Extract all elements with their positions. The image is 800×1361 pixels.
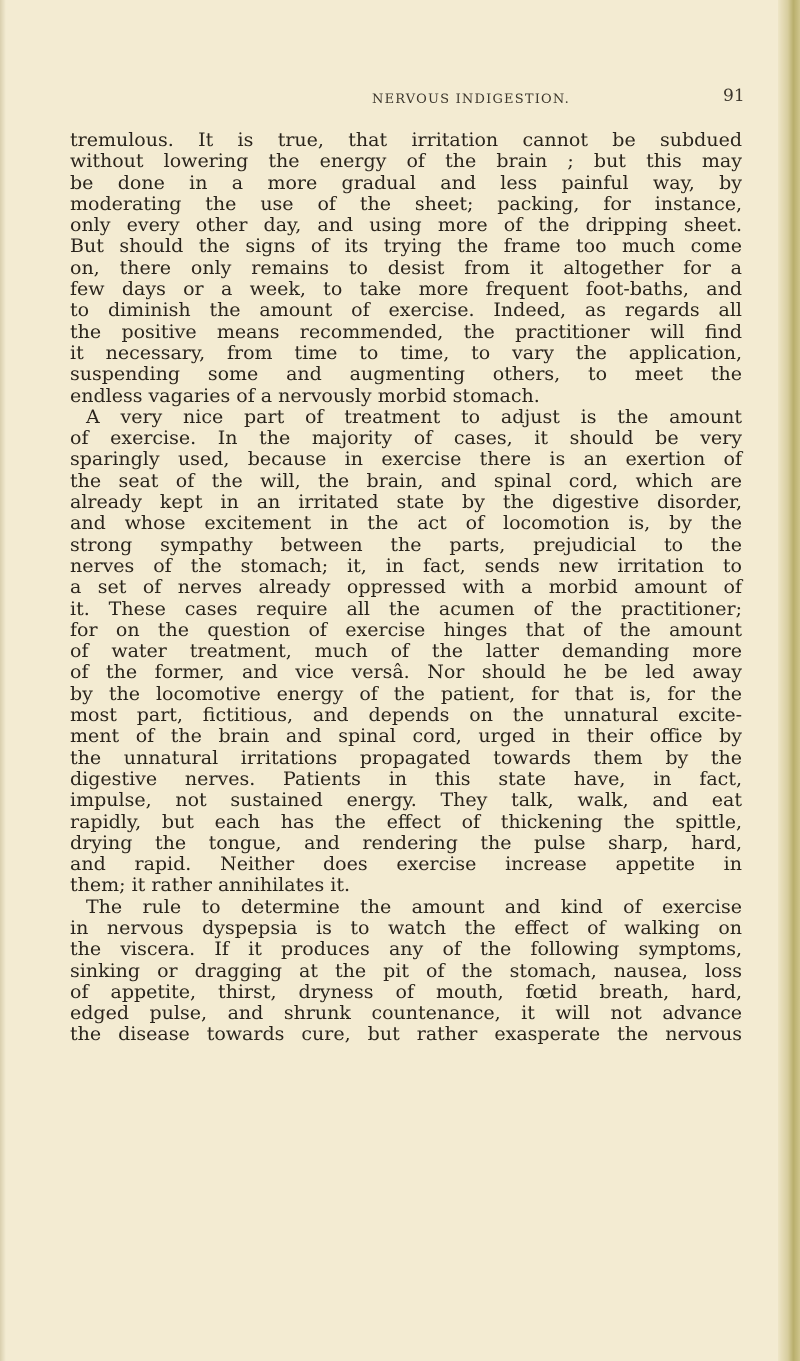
text-line: only every other day, and using more of the dripping sheet. <box>70 214 742 237</box>
page-edge-left <box>0 0 6 1361</box>
text-line: rapidly, but each has the effect of thickening the spittle, <box>70 810 742 833</box>
text-line: on, there only remains to desist from it altogether for a <box>70 256 742 279</box>
text-line: of the former, and vice versâ. Nor should he be led away <box>70 661 742 684</box>
text-line: endless vagaries of a nervously morbid stomach. <box>70 384 540 407</box>
text-line: it necessary, from time to time, to vary the application, <box>70 341 742 364</box>
text-line: the disease towards cure, but rather exasperate the nervous <box>70 1023 742 1046</box>
running-header: NERVOUS INDIGESTION. <box>372 92 570 107</box>
page-number: 91 <box>723 86 745 106</box>
text-line: in nervous dyspepsia is to watch the effect of walking on <box>70 916 742 939</box>
text-line: of exercise. In the majority of cases, it should be very <box>70 427 742 450</box>
body-text <box>70 130 742 1046</box>
text-line: a set of nerves already oppressed with a morbid amount of <box>70 576 742 599</box>
text-line: drying the tongue, and rendering the pulse sharp, hard, <box>70 831 742 854</box>
text-line: suspending some and augmenting others, to meet the <box>70 363 742 386</box>
text-line: The rule to determine the amount and kind of exercise <box>86 895 742 918</box>
text-line: them; it rather annihilates it. <box>70 874 350 897</box>
text-line: and rapid. Neither does exercise increase appetite in <box>70 853 742 876</box>
text-line: the seat of the will, the brain, and spinal cord, which are <box>70 469 742 492</box>
text-line: the viscera. If it produces any of the following symptoms, <box>70 938 742 961</box>
text-line: sparingly used, because in exercise there is an exertion of <box>70 448 742 471</box>
text-line: the unnatural irritations propagated towards them by the <box>70 746 742 769</box>
text-line: most part, fictitious, and depends on the unnatural excite- <box>70 704 742 727</box>
text-line: of appetite, thirst, dryness of mouth, fœtid breath, hard, <box>70 980 742 1003</box>
text-line: already kept in an irritated state by the digestive disorder, <box>70 491 742 514</box>
page-edge-right <box>778 0 800 1361</box>
text-line: impulse, not sustained energy. They talk, walk, and eat <box>70 789 742 812</box>
text-line: few days or a week, to take more frequent foot-baths, and <box>70 278 742 301</box>
text-line: and whose excitement in the act of locomotion is, by the <box>70 512 742 535</box>
text-line: of water treatment, much of the latter demanding more <box>70 640 742 663</box>
text-line: the positive means recommended, the practitioner will find <box>70 320 742 343</box>
text-line: digestive nerves. Patients in this state have, in fact, <box>70 767 742 790</box>
text-line: by the locomotive energy of the patient, for that is, for the <box>70 682 742 705</box>
text-line: nerves of the stomach; it, in fact, sends new irritation to <box>70 554 742 577</box>
text-line: ment of the brain and spinal cord, urged in their office by <box>70 725 742 748</box>
text-line: A very nice part of treatment to adjust is the amount <box>86 405 742 428</box>
text-line: to diminish the amount of exercise. Indeed, as regards all <box>70 299 742 322</box>
text-line: strong sympathy between the parts, prejudicial to the <box>70 533 742 556</box>
text-line: sinking or dragging at the pit of the stomach, nausea, loss <box>70 959 742 982</box>
text-line: without lowering the energy of the brain ; but this may <box>70 150 742 173</box>
text-line: edged pulse, and shrunk countenance, it will not advance <box>70 1002 742 1025</box>
text-line: be done in a more gradual and less painful way, by <box>70 171 742 194</box>
text-line: moderating the use of the sheet; packing, for instance, <box>70 192 742 215</box>
text-line: tremulous. It is true, that irritation cannot be subdued <box>70 129 742 151</box>
text-line: for on the question of exercise hinges that of the amount <box>70 618 742 641</box>
text-line: But should the signs of its trying the frame too much come <box>70 235 742 258</box>
text-line: it. These cases require all the acumen of the practitioner; <box>70 597 742 620</box>
